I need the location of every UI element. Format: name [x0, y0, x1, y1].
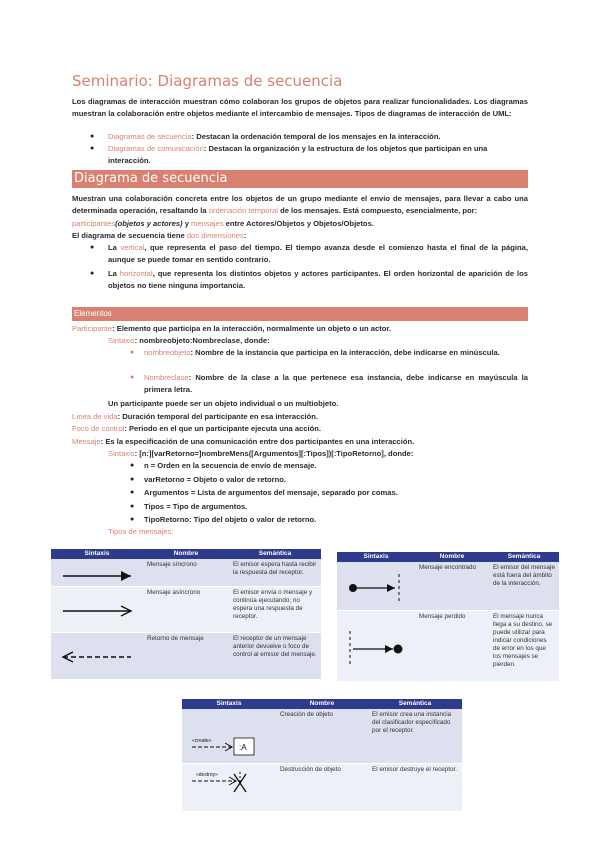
destroy-message-symbol	[182, 764, 276, 812]
bullet-icon: ●	[130, 374, 135, 381]
table-cell-semantics: El emisor espera hasta recibir la respuesta del receptor.	[229, 559, 321, 587]
create-stereotype-label: «create»	[192, 738, 212, 744]
intro-paragraph: Los diagramas de interacción muestran cómo colaboran los grupos de objetos para realizar funcionalidades. Los diagramas muestran la colaboración entre objetos mediante el intercambio de mensajes. Tipos de diagramas de interacción de UML:	[72, 97, 528, 118]
message-types-table-2	[337, 552, 559, 682]
message-types-table-1	[51, 549, 321, 680]
linea-def: Línea de vida: Duración temporal del participante en esa interacción.	[72, 412, 319, 421]
table-cell-semantics: El receptor de un mensaje anterior devuelve o foco de control al emisor del mensaje.	[229, 633, 321, 680]
participante-syntax: Sintaxis: nombreobjeto:Nombreclase, donde:	[108, 336, 270, 345]
destroy-stereotype-label: «destroy»	[196, 772, 218, 778]
dim-horizontal: La horizontal, que representa los distintos objetos y actores participantes. El orden horizontal de aparición de los objetos no tiene ninguna importancia.	[108, 269, 528, 290]
col-header-nombre: Nombre	[415, 552, 489, 562]
bullet-icon: ●	[130, 349, 135, 356]
return-message-symbol	[51, 633, 143, 680]
section-heading-elementos: Elementos	[72, 307, 528, 321]
table-row	[337, 611, 559, 682]
table-cell-semantics: El mensaje nunca llega a su destino, se puede utilizar para indicar condiciones de error en los que los mensajes se pierden.	[489, 611, 559, 682]
bullet-icon: ●	[130, 462, 135, 469]
mensaje-item-tiporetorno: TipoRetorno: Tipo del objeto o valor de retorno.	[144, 515, 317, 524]
seq-paragraph: Muestran una colaboración concreta entre los objetos de un grupo mediante el envío de mensajes, para llevar a cabo una determinada operación, resaltando la ordenación temporal de los mensajes. Está compuesto, esencialmente, por:	[72, 194, 528, 215]
table-row	[51, 587, 321, 633]
col-header-semantica: Semántica	[489, 552, 559, 562]
bullet-icon: ●	[90, 244, 95, 251]
table-cell-name: Destrucción de objeto	[276, 764, 368, 812]
col-header-sintaxis: Sintaxis	[182, 699, 276, 709]
bullet-icon: ●	[90, 270, 95, 277]
dim-vertical: La vertical, que representa el paso del tiempo. El tiempo avanza desde el comienzo hasta el final de la página, aunque se puede tomar en sentido contrario.	[108, 243, 528, 264]
mensaje-syntax: Sintaxis: [n:][varRetorno=]nombreMens([Argumentos][:Tipos])[:TipoRetorno], donde:	[108, 449, 414, 458]
bullet-icon: ●	[130, 503, 135, 510]
participante-note: Un participante puede ser un objeto individual o un multiobjeto.	[108, 399, 339, 408]
tipos-mensajes-label: Tipos de mensajes:	[108, 527, 174, 536]
dims-intro: El diagrama de secuencia tiene dos dimensiones:	[72, 231, 247, 240]
bullet-icon: ●	[90, 133, 95, 140]
table-cell-name: Mensaje síncrono	[143, 559, 229, 587]
table-cell-name: Mensaje encontrado	[415, 562, 489, 611]
col-header-nombre: Nombre	[276, 699, 368, 709]
mensaje-def: Mensaje: Es la especificación de una comunicación entre dos participantes en una interacción.	[72, 437, 415, 446]
mensaje-item-varretorno: varRetorno = Objeto o valor de retorno.	[144, 475, 286, 484]
participante-item-nombreobjeto: nombreobjeto: Nombre de la instancia que participa en la interacción, debe indicarse en minúscula.	[144, 348, 500, 357]
create-message-symbol	[182, 709, 276, 764]
mensaje-item-tipos: Tipos = Tipo de argumentos.	[144, 502, 248, 511]
create-box-label: :A	[239, 743, 247, 752]
table-cell-semantics: El emisor envía o mensaje y continúa ejecutando; no espera una respuesta de receptor.	[229, 587, 321, 633]
foco-def: Foco de control: Periodo en el que un participante ejecuta una acción.	[72, 424, 321, 433]
col-header-semantica: Semántica	[368, 699, 462, 709]
participante-item-nombreclase: Nombreclase: Nombre de la clase a la que pertenece esa instancia, debe indicarse en mayúscula la primera letra.	[144, 373, 528, 394]
mensaje-item-n: n = Orden en la secuencia de envío de mensaje.	[144, 461, 317, 470]
col-header-semantica: Semántica	[229, 549, 321, 559]
table-cell-name: Mensaje perdido	[415, 611, 489, 682]
bullet-icon: ●	[130, 476, 135, 483]
message-types-table-3	[182, 699, 462, 812]
section-heading-diagrama: Diagrama de secuencia	[72, 170, 528, 188]
seq-components: participantes(objetos y actores) y mensajes entre Actores/Objetos y Objetos/Objetos.	[72, 219, 374, 228]
table-cell-semantics: El emisor destruye el receptor.	[368, 764, 462, 812]
table-row	[51, 633, 321, 680]
table-cell-semantics: El emisor del mensaje está fuera del ámbito de la interacción.	[489, 562, 559, 611]
col-header-nombre: Nombre	[143, 549, 229, 559]
col-header-sintaxis: Sintaxis	[337, 552, 415, 562]
table-cell-name: Creación de objeto	[276, 709, 368, 764]
table-cell-name: Mensaje asíncrono	[143, 587, 229, 633]
table-row	[337, 562, 559, 611]
found-message-symbol	[337, 562, 415, 611]
type-item-comunicacion: Diagramas de comunicación: Destacan la organización y la estructura de los objetos que participan en una interacción.	[108, 144, 488, 165]
page-title: Seminario: Diagramas de secuencia	[72, 72, 343, 90]
table-row	[51, 559, 321, 587]
mensaje-item-argumentos: Argumentos = Lista de argumentos del mensaje, separado por comas.	[144, 488, 398, 497]
participante-def: Participante: Elemento que participa en la interacción, normalmente un objeto o un actor.	[72, 324, 392, 333]
col-header-sintaxis: Sintaxis	[51, 549, 143, 559]
table-cell-name: Retorno de mensaje	[143, 633, 229, 680]
table-row	[182, 764, 462, 812]
bullet-icon: ●	[130, 489, 135, 496]
type-item-secuencia: Diagramas de secuencia: Destacan la ordenación temporal de los mensajes en la interacción.	[108, 132, 441, 141]
bullet-icon: ●	[90, 145, 95, 152]
async-message-symbol	[51, 587, 143, 633]
table-row	[182, 709, 462, 764]
table-cell-semantics: El emisor crea una instancia del clasificador especificado por el receptor.	[368, 709, 462, 764]
lost-message-symbol	[337, 611, 415, 682]
bullet-icon: ●	[130, 516, 135, 523]
sync-message-symbol	[51, 559, 143, 587]
